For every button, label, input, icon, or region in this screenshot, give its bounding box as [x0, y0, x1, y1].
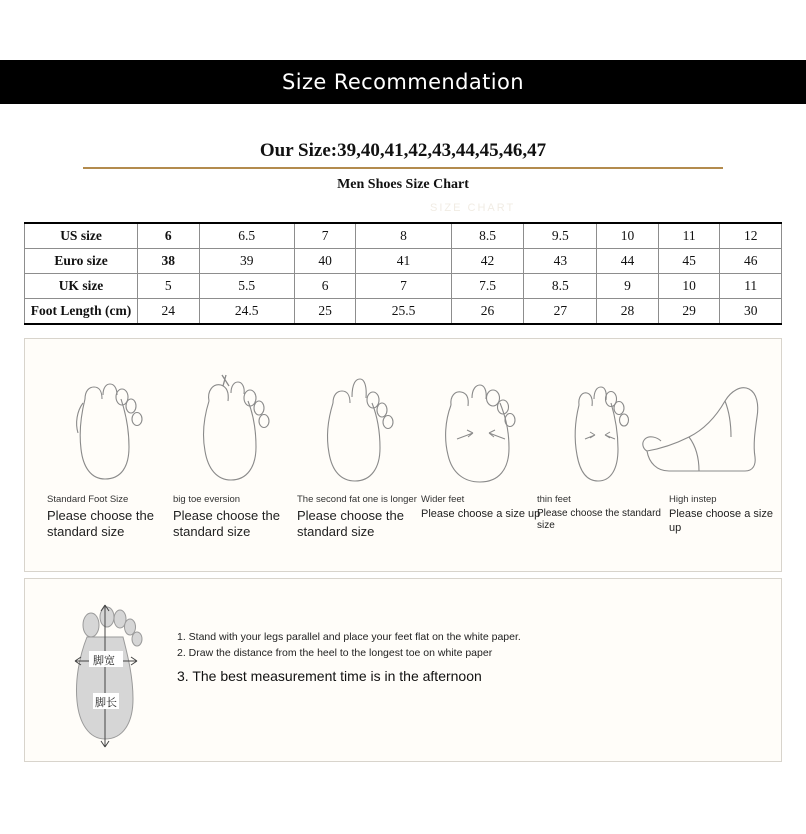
row-label: Foot Length (cm)	[25, 299, 138, 325]
table-row	[25, 299, 782, 325]
cell: 8.5	[451, 223, 524, 249]
our-size-line	[0, 140, 806, 166]
cell: 6	[138, 223, 200, 249]
foot-type-advice: Please choose the standard size	[537, 507, 661, 532]
gold-divider	[83, 167, 723, 169]
size-table-wrapper	[24, 222, 782, 325]
cell: 12	[720, 223, 782, 249]
cell: 24.5	[199, 299, 294, 325]
cell: 44	[597, 249, 659, 274]
cell: 10	[597, 223, 659, 249]
cell: 24	[138, 299, 200, 325]
cell: 7.5	[451, 274, 524, 299]
row-label: Euro size	[25, 249, 138, 274]
cell: 9.5	[524, 223, 597, 249]
cell: 6	[294, 274, 356, 299]
cell: 28	[597, 299, 659, 325]
measure-step-3: 3. The best measurement time is in the afternoon	[177, 668, 482, 685]
second-toe-longer-icon	[297, 353, 417, 493]
big-toe-eversion-icon	[173, 353, 293, 493]
cell: 43	[524, 249, 597, 274]
table-row	[25, 274, 782, 299]
foot-width-label: 脚宽	[93, 654, 115, 667]
measure-steps	[177, 631, 607, 685]
foot-type-name: The second fat one is longer	[297, 494, 417, 505]
foot-type-advice: Please choose the standard size	[47, 507, 154, 540]
cell: 10	[658, 274, 720, 299]
cell: 46	[720, 249, 782, 274]
cell: 40	[294, 249, 356, 274]
foot-type-advice: Please choose a size up	[421, 507, 541, 520]
cell: 30	[720, 299, 782, 325]
cell: 6.5	[199, 223, 294, 249]
cell: 11	[720, 274, 782, 299]
foot-type-big-toe-eversion	[173, 353, 299, 563]
measure-step-2: 2. Draw the distance from the heel to the longest toe on white paper	[177, 647, 493, 660]
cell: 45	[658, 249, 720, 274]
watermark-text: SIZE CHART	[430, 202, 516, 214]
foot-type-standard	[47, 353, 173, 563]
page-title: Size Recommendation	[282, 70, 524, 94]
foot-type-second-toe-longer	[297, 353, 423, 563]
foot-type-high-instep	[633, 353, 773, 563]
foot-type-advice: Please choose the standard size	[297, 507, 404, 540]
foot-type-name: Standard Foot Size	[47, 494, 129, 505]
cell: 5.5	[199, 274, 294, 299]
cell: 7	[356, 274, 451, 299]
cell: 5	[138, 274, 200, 299]
foot-type-advice: Please choose the standard size	[173, 507, 280, 540]
page-title-banner	[0, 60, 806, 104]
wider-feet-icon	[421, 353, 541, 493]
cell: 8	[356, 223, 451, 249]
table-row	[25, 249, 782, 274]
cell: 25.5	[356, 299, 451, 325]
foot-type-name: thin feet	[537, 494, 571, 505]
row-label: UK size	[25, 274, 138, 299]
measure-step-1: 1. Stand with your legs parallel and place your feet flat on the white paper.	[177, 631, 521, 643]
foot-measure-diagram	[41, 589, 171, 754]
foot-type-name: High instep	[669, 494, 717, 505]
standard-foot-icon	[47, 353, 167, 493]
cell: 39	[199, 249, 294, 274]
high-instep-icon	[633, 353, 773, 493]
table-row	[25, 223, 782, 249]
size-table-body	[25, 223, 782, 324]
cell: 42	[451, 249, 524, 274]
cell: 41	[356, 249, 451, 274]
cell: 27	[524, 299, 597, 325]
cell: 26	[451, 299, 524, 325]
cell: 7	[294, 223, 356, 249]
cell: 29	[658, 299, 720, 325]
cell: 25	[294, 299, 356, 325]
chart-title: Men Shoes Size Chart	[337, 177, 469, 192]
foot-type-panel	[24, 338, 782, 572]
cell: 11	[658, 223, 720, 249]
cell: 9	[597, 274, 659, 299]
our-size-text: Our Size:39,40,41,42,43,44,45,46,47	[259, 140, 547, 161]
foot-type-advice: Please choose a size up	[669, 507, 773, 534]
cell: 8.5	[524, 274, 597, 299]
foot-type-wider-feet	[421, 353, 547, 563]
size-table	[24, 222, 782, 325]
row-label: US size	[25, 223, 138, 249]
foot-length-label: 脚长	[95, 696, 117, 709]
measurement-panel	[24, 578, 782, 762]
cell: 38	[138, 249, 200, 274]
foot-type-name: Wider feet	[421, 494, 465, 505]
foot-type-name: big toe eversion	[173, 494, 241, 505]
